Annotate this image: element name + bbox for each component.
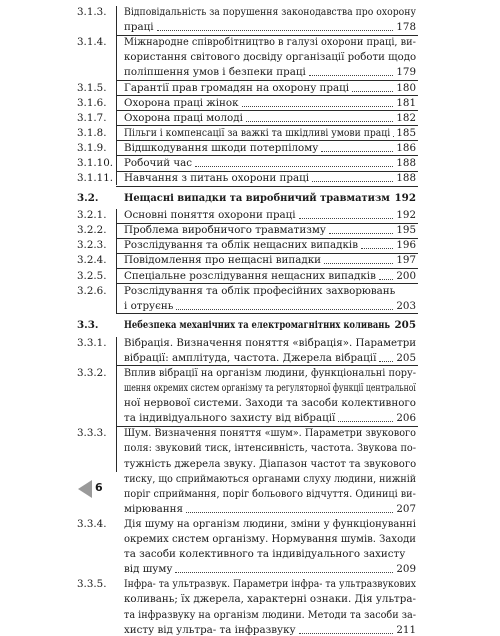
toc-entry-number: 3.1.8. bbox=[77, 127, 106, 139]
toc-entry-line bbox=[0, 563, 500, 575]
toc-page-number: 209 bbox=[396, 563, 416, 575]
toc-dot-leader bbox=[157, 30, 394, 31]
toc-entry-title: Проблема виробничого травматизму bbox=[124, 224, 326, 236]
toc-entry-line bbox=[0, 458, 500, 470]
toc-dot-leader bbox=[379, 279, 393, 280]
row-rule bbox=[116, 365, 418, 366]
toc-page-number: 196 bbox=[396, 239, 416, 251]
row-rule bbox=[116, 283, 418, 284]
toc-page-number: 205 bbox=[395, 319, 417, 331]
toc-page-number: 192 bbox=[395, 192, 417, 204]
toc-entry-title: тиску, що сприймаються органами слуху людини, нижній bbox=[124, 473, 416, 485]
toc-dot-leader bbox=[324, 263, 393, 264]
toc-dot-leader bbox=[338, 421, 393, 422]
toc-page-number: 188 bbox=[396, 172, 416, 184]
toc-entry-title: праці bbox=[124, 21, 154, 33]
page-number: 6 bbox=[95, 481, 103, 494]
toc-entry-line bbox=[0, 442, 500, 454]
toc-dot-leader bbox=[186, 512, 393, 513]
row-rule bbox=[116, 268, 418, 269]
toc-entry-line bbox=[0, 51, 500, 63]
toc-section-heading bbox=[0, 192, 500, 204]
toc-entry-title: вібрації: амплітуда, частота. Джерела вібрації bbox=[124, 352, 376, 364]
toc-dot-leader bbox=[361, 248, 393, 249]
toc-entry-number: 3.2.5. bbox=[77, 270, 106, 282]
toc-entry-title: поріг сприймання, поріг больового відчуття. Одиниці ви- bbox=[124, 488, 416, 500]
toc-entry-title: Вплив вібрації на організм людини, функціональні пору- bbox=[124, 367, 416, 379]
toc-entry-title: ної нервової системи. Заходи та засоби колективного bbox=[124, 397, 416, 409]
toc-entry-title: хисту від ультра- та інфразвуку bbox=[124, 624, 296, 636]
toc-entry-line bbox=[0, 427, 500, 439]
toc-entry-title: Розслідування та облік професійних захворювань bbox=[124, 285, 395, 297]
toc-entry-line bbox=[0, 21, 500, 33]
toc-entry-line bbox=[0, 412, 500, 424]
toc-entry-title: та індивідуального захисту від вібрації bbox=[124, 412, 335, 424]
toc-entry-title: та інфразвуку на організм людини. Методи та засоби за- bbox=[124, 609, 416, 621]
toc-entry-title: Гарантії прав громадян на охорону праці bbox=[124, 82, 349, 94]
toc-entry-title: Охорона праці жінок bbox=[124, 97, 239, 109]
toc-dot-leader bbox=[312, 181, 393, 182]
toc-entry-line bbox=[0, 593, 500, 605]
toc-entry-line bbox=[0, 36, 500, 48]
row-rule bbox=[116, 171, 418, 172]
toc-section-heading bbox=[0, 319, 500, 331]
toc-entry-title: Дія шуму на організм людини, зміни у функціонуванні bbox=[124, 518, 416, 530]
toc-entry-line bbox=[0, 270, 500, 282]
toc-entry-number: 3.2. bbox=[77, 192, 99, 204]
toc-entry-number: 3.3. bbox=[77, 319, 99, 331]
toc-entry-number: 3.1.7. bbox=[77, 112, 106, 124]
toc-entry-line bbox=[0, 285, 500, 297]
toc-page-number: 207 bbox=[396, 503, 416, 515]
toc-entry-title: Небезпека механічних та електромагнітних коливань bbox=[124, 319, 390, 331]
toc-entry-line bbox=[0, 66, 500, 78]
toc-page-number: 185 bbox=[396, 127, 416, 139]
toc-entry-line bbox=[0, 239, 500, 251]
toc-dot-leader bbox=[246, 121, 393, 122]
toc-entry-title: Робочий час bbox=[124, 157, 192, 169]
toc-entry-number: 3.2.2. bbox=[77, 224, 106, 236]
toc-entry-title: Міжнародне співробітництво в галузі охорони праці, ви- bbox=[124, 36, 416, 48]
toc-entry-line bbox=[0, 254, 500, 266]
toc-entry-line bbox=[0, 503, 500, 515]
toc-entry-line bbox=[0, 397, 500, 409]
toc-entry-line bbox=[0, 6, 500, 18]
toc-entry-number: 3.2.6. bbox=[77, 285, 106, 297]
toc-entry-line bbox=[0, 157, 500, 169]
toc-page-number: 197 bbox=[396, 254, 416, 266]
toc-entry-title: Шум. Визначення поняття «шум». Параметри звукового bbox=[124, 427, 416, 439]
toc-entry-title: Повідомлення про нещасні випадки bbox=[124, 254, 321, 266]
toc-page-number: 182 bbox=[396, 112, 416, 124]
toc-entry-number: 3.3.4. bbox=[77, 518, 106, 530]
toc-entry-line bbox=[0, 97, 500, 109]
toc-dot-leader bbox=[352, 91, 393, 92]
toc-page-number: 206 bbox=[396, 412, 416, 424]
toc-entry-number: 3.3.2. bbox=[77, 367, 106, 379]
toc-entry-title: коливань; їх джерела, характерні ознаки. Дія ультра- bbox=[124, 593, 416, 605]
toc-entry-line bbox=[0, 533, 500, 545]
toc-entry-line bbox=[0, 172, 500, 184]
toc-entry-line bbox=[0, 142, 500, 154]
toc-dot-leader bbox=[195, 166, 393, 167]
column-rule bbox=[116, 337, 117, 472]
toc-entry-line bbox=[0, 224, 500, 236]
toc-entry-title: Спеціальне розслідування нещасних випадків bbox=[124, 270, 376, 282]
toc-entry-line bbox=[0, 624, 500, 636]
toc-page-number: 195 bbox=[396, 224, 416, 236]
toc-entry-number: 3.1.10. bbox=[77, 157, 113, 169]
toc-entry-number: 3.3.1. bbox=[77, 337, 106, 349]
toc-entry-line bbox=[0, 367, 500, 379]
row-rule bbox=[116, 95, 418, 96]
toc-entry-title: Відшкодування шкоди потерпілому bbox=[124, 142, 318, 154]
toc-entry-number: 3.1.11. bbox=[77, 172, 113, 184]
toc-entry-line bbox=[0, 127, 500, 139]
toc-entry-title: окремих систем організму. Нормування шумів. Заходи bbox=[124, 533, 416, 545]
row-rule bbox=[116, 426, 418, 427]
row-rule bbox=[116, 125, 418, 126]
toc-dot-leader bbox=[175, 572, 393, 573]
toc-entry-line bbox=[0, 382, 500, 394]
toc-page-number: 186 bbox=[396, 142, 416, 154]
toc-dot-leader bbox=[379, 361, 393, 362]
toc-page-number: 178 bbox=[396, 21, 416, 33]
toc-entry-line bbox=[0, 578, 500, 590]
row-rule bbox=[116, 110, 418, 111]
column-rule bbox=[116, 209, 117, 313]
toc-entry-title: Нещасні випадки та виробничий травматизм bbox=[124, 192, 390, 204]
toc-dot-leader bbox=[176, 309, 393, 310]
toc-entry-title: Охорона праці молоді bbox=[124, 112, 243, 124]
toc-page-number: 192 bbox=[396, 209, 416, 221]
row-rule bbox=[116, 155, 418, 156]
toc-entry-line bbox=[0, 352, 500, 364]
toc-dot-leader bbox=[242, 106, 394, 107]
toc-entry-title: мірювання bbox=[124, 503, 183, 515]
toc-entry-title: Основні поняття охорони праці bbox=[124, 209, 296, 221]
toc-entry-line bbox=[0, 300, 500, 312]
toc-entry-title: Інфра- та ультразвук. Параметри інфра- та ультразвукових bbox=[124, 578, 416, 590]
toc-entry-line bbox=[0, 112, 500, 124]
toc-entry-line bbox=[0, 337, 500, 349]
toc-entry-title: від шуму bbox=[124, 563, 172, 575]
toc-entry-title: Навчання з питань охорони праці bbox=[124, 172, 309, 184]
toc-entry-number: 3.3.5. bbox=[77, 578, 106, 590]
toc-entry-number: 3.1.9. bbox=[77, 142, 106, 154]
toc-entry-title: і отруєнь bbox=[124, 300, 173, 312]
row-rule bbox=[116, 80, 418, 81]
row-rule bbox=[116, 253, 418, 254]
toc-entry-number: 3.1.4. bbox=[77, 36, 106, 48]
toc-entry-number: 3.1.6. bbox=[77, 97, 106, 109]
toc-entry-title: шення окремих систем організму та регуляторної функції центральної bbox=[124, 382, 416, 394]
toc-entry-line bbox=[0, 82, 500, 94]
toc-entry-line bbox=[0, 518, 500, 530]
toc-entry-title: та засоби колективного та індивідуального захисту bbox=[124, 548, 405, 560]
row-rule bbox=[116, 238, 418, 239]
toc-entry-number: 3.2.3. bbox=[77, 239, 106, 251]
toc-entry-number: 3.1.5. bbox=[77, 82, 106, 94]
toc-entry-line bbox=[0, 609, 500, 621]
toc-entry-title: поля: звуковий тиск, інтенсивність, частота. Звукова по- bbox=[124, 442, 416, 454]
toc-dot-leader bbox=[329, 233, 393, 234]
toc-entry-title: Відповідальність за порушення законодавства про охорону bbox=[124, 6, 416, 18]
toc-entry-number: 3.2.4. bbox=[77, 254, 106, 266]
toc-entry-line bbox=[0, 209, 500, 221]
toc-page-number: 180 bbox=[396, 82, 416, 94]
page-footer bbox=[0, 477, 500, 500]
toc-page-number: 203 bbox=[396, 300, 416, 312]
row-rule bbox=[116, 186, 418, 187]
toc-dot-leader bbox=[299, 633, 394, 634]
toc-entry-number: 3.1.3. bbox=[77, 6, 106, 18]
toc-entry-title: Вібрація. Визначення поняття «вібрація». Параметри bbox=[124, 337, 416, 349]
toc-page-number: 188 bbox=[396, 157, 416, 169]
toc-page-number: 200 bbox=[396, 270, 416, 282]
toc-page-number: 211 bbox=[396, 624, 416, 636]
toc-page-number: 205 bbox=[396, 352, 416, 364]
toc-entry-title: Пільги і компенсації за важкі та шкідливі умови праці bbox=[124, 127, 390, 139]
toc-entry-title: Розслідування та облік нещасних випадків bbox=[124, 239, 358, 251]
toc-dot-leader bbox=[309, 75, 394, 76]
toc-entry-title: поліпшення умов і безпеки праці bbox=[124, 66, 306, 78]
toc-dot-leader bbox=[299, 218, 394, 219]
toc-page-number: 179 bbox=[396, 66, 416, 78]
toc-entry-title: тужність джерела звуку. Діапазон частот та звукового bbox=[124, 458, 416, 470]
row-rule bbox=[116, 140, 418, 141]
toc-entry-number: 3.2.1. bbox=[77, 209, 106, 221]
row-rule bbox=[116, 313, 418, 314]
row-rule bbox=[116, 223, 418, 224]
toc-entry-line bbox=[0, 548, 500, 560]
toc-page-number: 181 bbox=[396, 97, 416, 109]
row-rule bbox=[116, 35, 418, 36]
toc-entry-title: користання світового досвіду організації роботи щодо bbox=[124, 51, 416, 63]
triangle-left-icon bbox=[78, 480, 92, 498]
toc-entry-number: 3.3.3. bbox=[77, 427, 106, 439]
toc-dot-leader bbox=[321, 151, 393, 152]
